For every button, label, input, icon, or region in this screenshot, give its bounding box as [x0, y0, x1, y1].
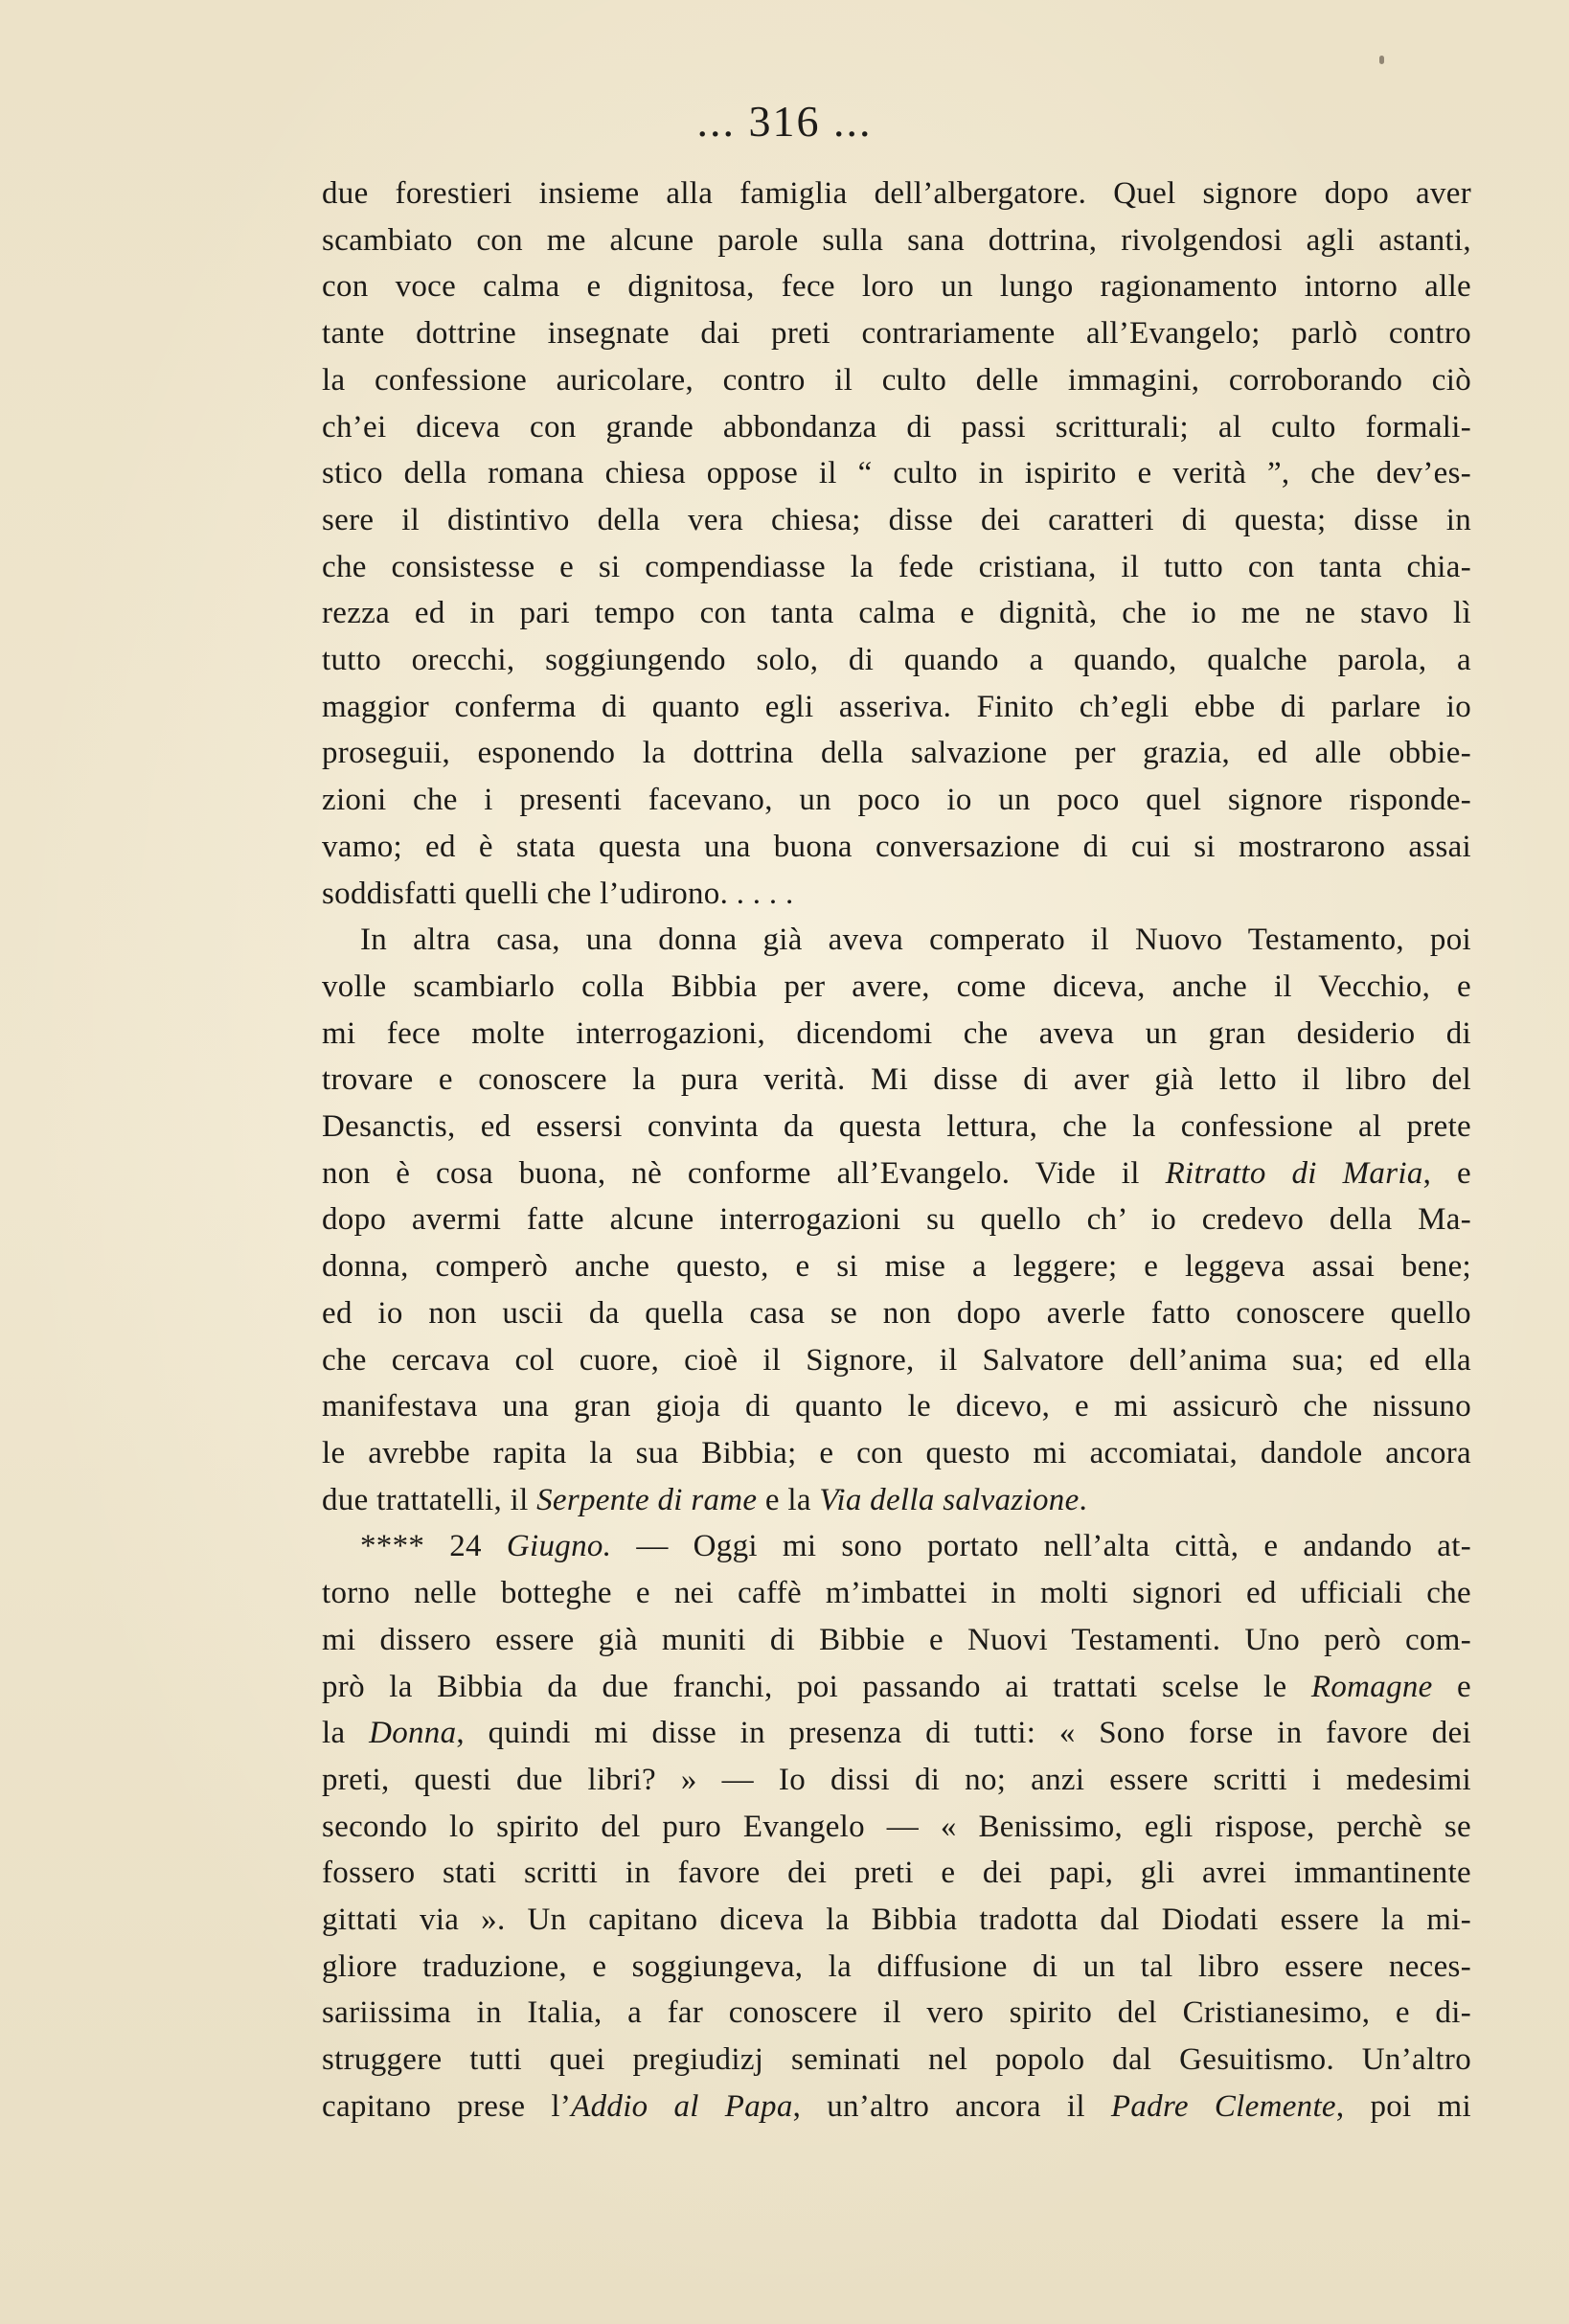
text-line: la confessione auricolare, contro il culto delle immagini, corroborando ciò [322, 362, 1471, 398]
text-span: , poi mi [1335, 2088, 1471, 2124]
text-line: In altra casa, una donna già aveva comperato il Nuovo Testamento, poi [360, 923, 1471, 958]
text-line: soddisfatti quelli che l’udirono. . . . . [322, 876, 794, 911]
italic-title-serpente: Serpente di rame [536, 1482, 758, 1517]
text-line: le avrebbe rapita la sua Bibbia; e con questo mi accomiatai, dandole ancora [322, 1435, 1471, 1470]
text-line [322, 1523, 1471, 1570]
text-line: tutto orecchi, soggiungendo solo, di quando a quando, qualche parola, a [322, 643, 1471, 678]
italic-title-ritratto: Ritratto di Maria [1165, 1155, 1423, 1191]
text-line: zioni che i presenti facevano, un poco io un poco quel signore risponde- [322, 783, 1471, 818]
text-line: tante dottrine insegnate dai preti contrariamente all’Evangelo; parlò contro [322, 316, 1471, 352]
italic-title-padre: Padre Clemente [1110, 2088, 1336, 2124]
paragraph-3 [322, 1523, 1471, 2130]
text-line [322, 1477, 1471, 1524]
text-span: prò la Bibbia da due franchi, poi passando ai trattati scelse le [322, 1669, 1311, 1704]
text-span: non è cosa buona, nè conforme all’Evangelo. Vide il [322, 1155, 1166, 1191]
text-line: sere il distintivo della vera chiesa; disse dei caratteri di questa; disse in [322, 502, 1471, 537]
text-line: volle scambiarlo colla Bibbia per avere, come diceva, anche il Vecchio, e [322, 968, 1471, 1004]
text-line: struggere tutti quei pregiudizj seminati nel popolo dal Gesuitismo. Un’altro [322, 2042, 1471, 2078]
text-line: stico della romana chiesa oppose il “ culto in ispirito e verità ”, che dev’es- [322, 456, 1471, 491]
text-span: e la [757, 1482, 820, 1517]
text-line: ch’ei diceva con grande abbondanza di passi scritturali; al culto formali- [322, 409, 1471, 444]
text-line: dopo avermi fatte alcune interrogazioni su quello ch’ io credevo della Ma- [322, 1202, 1471, 1238]
page-number-header: ... 316 ... [696, 97, 873, 146]
text-line: scambiato con me alcune parole sulla sana dottrina, rivolgendosi agli astanti, [322, 222, 1471, 258]
text-span: **** 24 [360, 1529, 507, 1564]
italic-title-donna: Donna [369, 1716, 457, 1751]
text-span: e [1432, 1669, 1472, 1704]
text-line: gliore traduzione, e soggiungeva, la diffusione di un tal libro essere neces- [322, 1948, 1471, 1984]
text-line: maggior conferma di quanto egli asseriva. Finito ch’egli ebbe di parlare io [322, 689, 1471, 724]
text-line: fossero stati scritti in favore dei preti e dei papi, gli avrei immantinente [322, 1856, 1471, 1891]
text-line: rezza ed in pari tempo con tanta calma e dignità, che io me ne stavo lì [322, 596, 1471, 631]
text-span: , un’altro ancora il [792, 2088, 1111, 2124]
text-line: Desanctis, ed essersi convinta da questa lettura, che la confessione al prete [322, 1109, 1471, 1145]
text-line: manifestava una gran gioja di quanto le dicevo, e mi assicurò che nissuno [322, 1389, 1471, 1424]
paragraph-1 [322, 171, 1471, 917]
text-span: — Oggi mi sono portato nell’alta città, e andando at- [611, 1529, 1471, 1564]
text-line: torno nelle botteghe e nei caffè m’imbattei in molti signori ed ufficiali che [322, 1576, 1471, 1611]
text-line: due forestieri insieme alla famiglia dell’albergatore. Quel signore dopo aver [322, 176, 1471, 211]
italic-date: Giugno. [506, 1529, 612, 1564]
text-span: capitano prese l’ [322, 2088, 572, 2124]
text-line: che consistesse e si compendiasse la fede cristiana, il tutto con tanta chia- [322, 549, 1471, 584]
text-span: , e [1422, 1155, 1471, 1191]
text-line [322, 2084, 1471, 2130]
text-line: gittati via ». Un capitano diceva la Bibbia tradotta dal Diodati essere la mi- [322, 1902, 1471, 1938]
text-line: vamo; ed è stata questa una buona conversazione di cui si mostrarono assai [322, 829, 1471, 864]
text-line: mi fece molte interrogazioni, dicendomi che aveva un gran desiderio di [322, 1015, 1471, 1051]
text-line: donna, comperò anche questo, e si mise a leggere; e leggeva assai bene; [322, 1249, 1471, 1285]
text-line: mi dissero essere già muniti di Bibbie e Nuovi Testamenti. Uno però com- [322, 1622, 1471, 1657]
text-line: proseguii, esponendo la dottrina della salvazione per grazia, ed alle obbie- [322, 736, 1471, 771]
text-span: due trattatelli, il [322, 1482, 537, 1517]
text-line [322, 1151, 1471, 1197]
body-text [322, 171, 1471, 2130]
italic-title-addio: Addio al Papa [571, 2088, 793, 2124]
text-span: la [322, 1716, 370, 1751]
text-line: preti, questi due libri? » — Io dissi di no; anzi essere scritti i medesimi [322, 1762, 1471, 1797]
italic-title-via: Via della salvazione [819, 1482, 1080, 1517]
paragraph-2 [322, 917, 1471, 1523]
text-line: con voce calma e dignitosa, fece loro un lungo ragionamento intorno alle [322, 269, 1471, 305]
text-line [322, 1710, 1471, 1757]
paper-speck [1379, 56, 1384, 64]
text-span: , quindi mi disse in presenza di tutti: « Sono forse in favore dei [456, 1716, 1471, 1751]
text-line [322, 1664, 1471, 1711]
text-line: sariissima in Italia, a far conoscere il vero spirito del Cristianesimo, e di- [322, 1995, 1471, 2031]
text-span: . [1079, 1482, 1088, 1517]
text-line: ed io non uscii da quella casa se non dopo averle fatto conoscere quello [322, 1295, 1471, 1331]
text-line: secondo lo spirito del puro Evangelo — « Benissimo, egli rispose, perchè se [322, 1809, 1471, 1844]
text-line: trovare e conoscere la pura verità. Mi disse di aver già letto il libro del [322, 1062, 1471, 1098]
text-line: che cercava col cuore, cioè il Signore, il Salvatore dell’anima sua; ed ella [322, 1342, 1471, 1378]
italic-title-romagne: Romagne [1310, 1669, 1433, 1704]
